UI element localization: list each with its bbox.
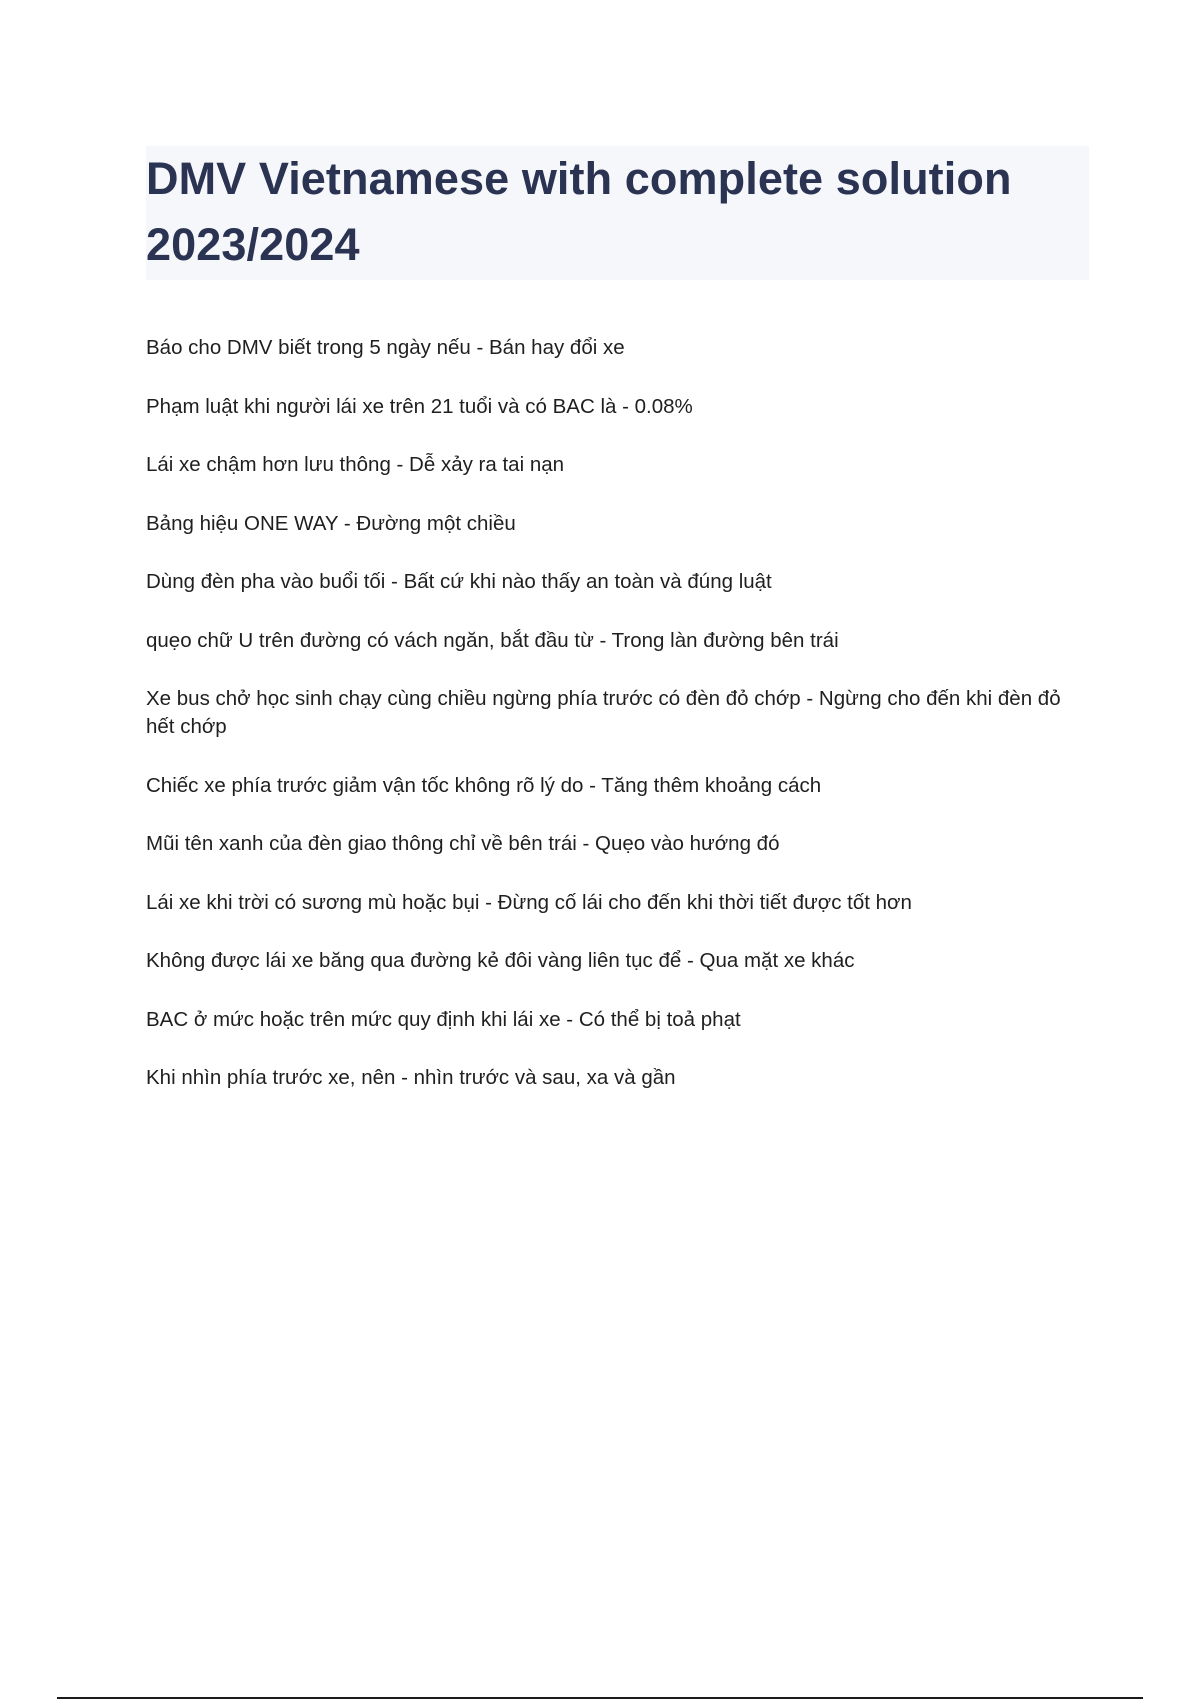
qa-item: Chiếc xe phía trước giảm vận tốc không rõ lý do - Tăng thêm khoảng cách: [146, 773, 822, 797]
qa-item: Lái xe chậm hơn lưu thông - Dễ xảy ra tai nạn: [146, 453, 565, 476]
document-title: DMV Vietnamese with complete solution 2023/2024: [146, 153, 1012, 270]
qa-item: Dùng đèn pha vào buổi tối - Bất cứ khi nào thấy an toàn và đúng luật: [146, 570, 772, 593]
qa-item: Bảng hiệu ONE WAY - Đường một chiều: [146, 511, 516, 535]
qa-item: Không được lái xe băng qua đường kẻ đôi vàng liên tục để - Qua mặt xe khác: [146, 949, 855, 972]
qa-item: Xe bus chở học sinh chạy cùng chiều ngừng phía trước có đèn đỏ chớp - Ngừng cho đến khi đèn đỏ hết chớp: [146, 687, 1061, 738]
qa-list: [146, 334, 1076, 1123]
qa-item: quẹo chữ U trên đường có vách ngăn, bắt đầu từ - Trong làn đường bên trái: [146, 628, 839, 652]
qa-item: Mũi tên xanh của đèn giao thông chỉ về bên trái - Quẹo vào hướng đó: [146, 832, 780, 855]
footer-divider: [57, 1697, 1143, 1699]
qa-item: Khi nhìn phía trước xe, nên - nhìn trước và sau, xa và gần: [146, 1066, 676, 1089]
qa-item: BAC ở mức hoặc trên mức quy định khi lái xe - Có thể bị toả phạt: [146, 1007, 741, 1031]
qa-item: Báo cho DMV biết trong 5 ngày nếu - Bán hay đổi xe: [146, 336, 625, 359]
qa-item: Lái xe khi trời có sương mù hoặc bụi - Đừng cố lái cho đến khi thời tiết được tốt hơn: [146, 890, 912, 914]
qa-item: Phạm luật khi người lái xe trên 21 tuổi và có BAC là - 0.08%: [146, 394, 693, 418]
title-box: [146, 146, 1089, 280]
